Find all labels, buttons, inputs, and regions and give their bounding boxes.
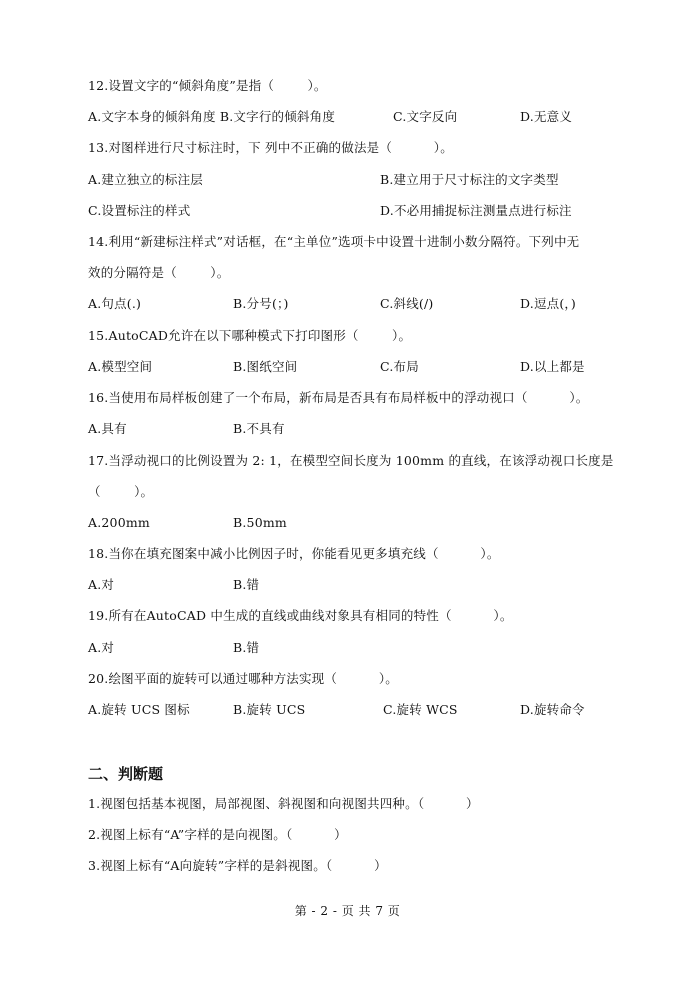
question-18-stem: 18.当你在填充图案中减小比例因子时，你能看见更多填充线（ ）。	[88, 546, 500, 561]
question-14-stem-line-2: 效的分隔符是（ ）。	[88, 265, 230, 280]
judgment-3: 3.视图上标有“A向旋转”字样的是斜视图。（ ）	[88, 858, 387, 873]
question-16-stem: 16.当使用布局样板创建了一个布局，新布局是否具有布局样板中的浮动视口（ ）。	[88, 390, 589, 405]
section-title: 二、判断题	[88, 765, 164, 783]
judgment-1: 1.视图包括基本视图，局部视图、斜视图和向视图共四种。（ ）	[88, 796, 479, 811]
question-16-option-b: B.不具有	[233, 421, 285, 436]
question-14-option-b: B.分号(；)	[233, 296, 289, 311]
question-13-option-b: B.建立用于尺寸标注的文字类型	[380, 172, 559, 187]
question-18-option-b: B.错	[233, 577, 260, 592]
question-20-stem: 20.绘图平面的旋转可以通过哪种方法实现（ ）。	[88, 671, 398, 686]
question-13-option-d: D.不必用捕捉标注测量点进行标注	[380, 203, 572, 218]
question-12-options-ab: A.文字本身的倾斜角度 B.文字行的倾斜角度	[88, 109, 336, 124]
question-12-stem: 12.设置文字的“倾斜角度”是指（ ）。	[88, 78, 327, 93]
page-footer: 第 - 2 - 页 共 7 页	[294, 904, 401, 918]
question-15-option-d: D.以上都是	[520, 359, 585, 374]
question-19-option-a: A.对	[88, 640, 115, 655]
question-15-option-b: B.图纸空间	[233, 359, 298, 374]
question-14-option-a: A.句点(.)	[88, 296, 142, 311]
question-19-stem: 19.所有在AutoCAD 中生成的直线或曲线对象具有相同的特性（ ）。	[88, 608, 513, 623]
judgment-2: 2.视图上标有“A”字样的是向视图。（ ）	[88, 827, 347, 842]
question-16-option-a: A.具有	[88, 421, 127, 436]
question-17-option-a: A.200mm	[88, 515, 150, 530]
question-13-option-c: C.设置标注的样式	[88, 203, 191, 218]
question-15-option-c: C.布局	[380, 359, 419, 374]
question-18-option-a: A.对	[88, 577, 115, 592]
question-17-stem-line-2: （ ）。	[88, 484, 154, 499]
question-14-option-c: C.斜线(/)	[380, 296, 434, 311]
question-20-option-b: B.旋转 UCS	[233, 702, 306, 717]
question-20-option-a: A.旋转 UCS 图标	[88, 702, 190, 717]
question-13-option-a: A.建立独立的标注层	[88, 172, 204, 187]
question-14-stem-line-1: 14.利用“新建标注样式”对话框，在“主单位”选项卡中设置十进制小数分隔符。下列中无	[88, 234, 580, 249]
question-15-option-a: A.模型空间	[88, 359, 153, 374]
question-14-option-d: D.逗点(，)	[520, 296, 576, 311]
question-20-option-c: C.旋转 WCS	[383, 702, 458, 717]
question-19-option-b: B.错	[233, 640, 260, 655]
question-20-option-d: D.旋转命令	[520, 702, 585, 717]
question-12-option-c: C.文字反向	[393, 109, 458, 124]
question-17-stem-line-1: 17.当浮动视口的比例设置为 2: 1，在模型空间长度为 100mm 的直线，在该浮动视口长度是	[88, 453, 614, 468]
question-15-stem: 15.AutoCAD允许在以下哪种模式下打印图形（ ）。	[88, 328, 412, 343]
question-13-stem: 13.对图样进行尺寸标注时，下 列中不正确的做法是（ ）。	[88, 140, 453, 155]
question-12-option-d: D.无意义	[520, 109, 573, 124]
question-17-option-b: B.50mm	[233, 515, 287, 530]
